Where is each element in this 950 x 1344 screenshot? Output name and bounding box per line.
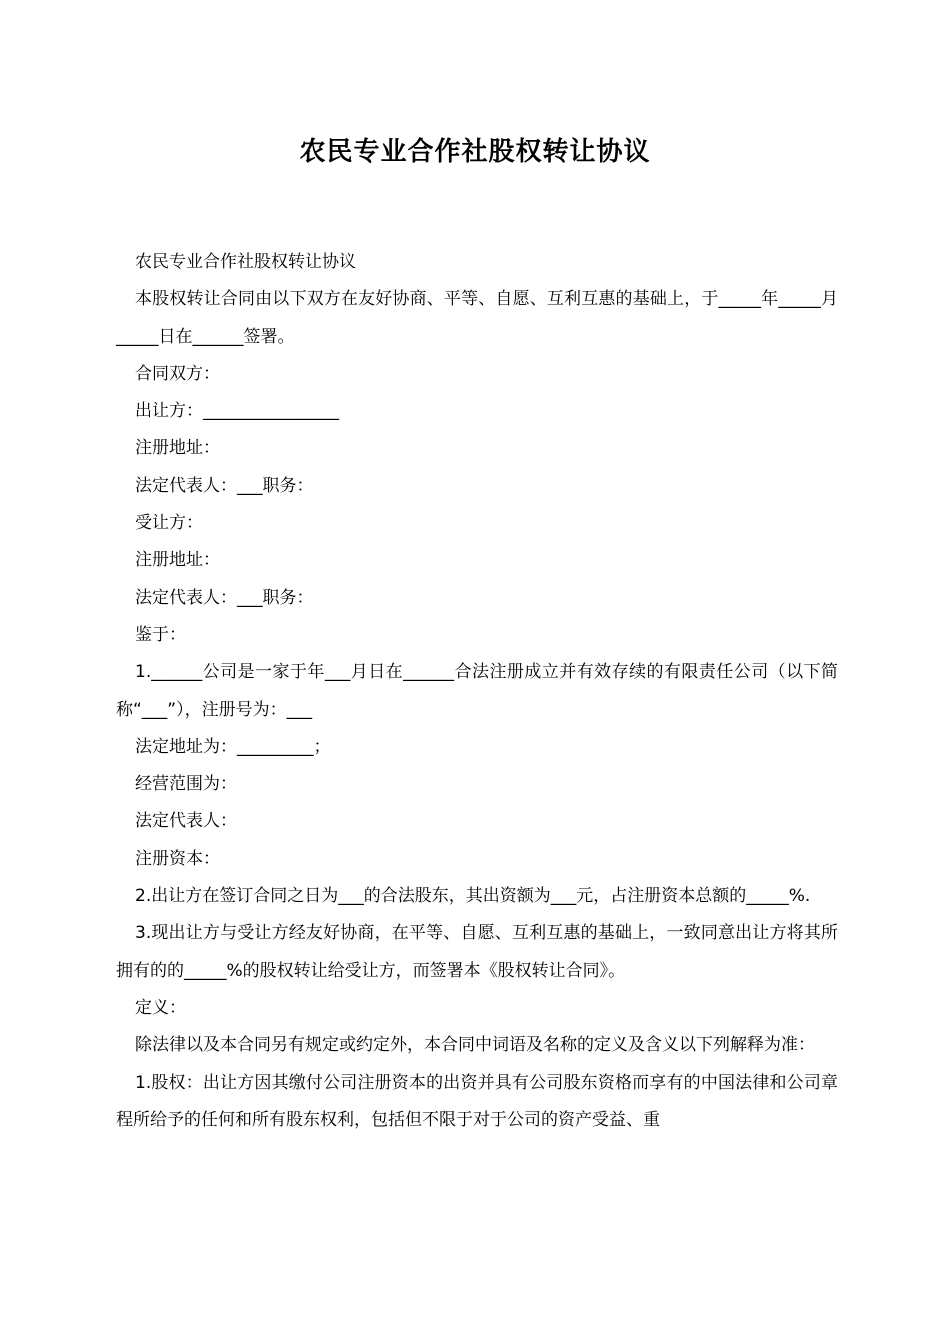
document-body xyxy=(116,244,838,1139)
paragraph-whereas-3: 3.现出让方与受让方经友好协商，在平等、自愿、互利互惠的基础上，一致同意出让方将其所拥有的的_____%的股权转让给受让方，而签署本《股权转让合同》。 xyxy=(116,923,838,981)
paragraph-transferee-address: 注册地址： xyxy=(135,550,220,571)
paragraph-definition-equity: 1.股权：出让方因其缴付公司注册资本的出资并具有公司股东资格而享有的中国法律和公司章程所给予的任何和所有股东权利，包括但不限于对于公司的资产受益、重 xyxy=(116,1072,838,1130)
paragraph-whereas-heading: 鉴于： xyxy=(135,624,186,645)
paragraph-registered-capital: 注册资本： xyxy=(135,848,220,869)
paragraph-subtitle: 农民专业合作社股权转让协议 xyxy=(135,252,356,272)
paragraph-intro: 本股权转让合同由以下双方在友好协商、平等、自愿、互利互惠的基础上，于_____年_____月_____日在______签署。 xyxy=(116,289,838,347)
paragraph-whereas-1: 1.______公司是一家于年___月日在______合法注册成立并有效存续的有限责任公司（以下简称“___”），注册号为：___ xyxy=(116,662,838,720)
paragraph-parties-heading: 合同双方： xyxy=(135,363,220,384)
paragraph-legal-address: 法定地址为：_________； xyxy=(135,736,331,757)
paragraph-definitions-heading: 定义： xyxy=(135,997,186,1018)
paragraph-legal-representative: 法定代表人： xyxy=(135,811,237,832)
paragraph-transferee-representative: 法定代表人：___职务： xyxy=(135,587,314,608)
paragraph-whereas-2: 2.出让方在签订合同之日为___的合法股东，其出资额为___元，占注册资本总额的_____%. xyxy=(135,886,811,907)
paragraph-transferor: 出让方：________________ xyxy=(135,401,339,422)
paragraph-transferor-representative: 法定代表人：___职务： xyxy=(135,475,314,496)
document-title: 农民专业合作社股权转让协议 xyxy=(299,137,651,167)
paragraph-transferee: 受让方： xyxy=(135,513,203,534)
paragraph-business-scope: 经营范围为： xyxy=(135,774,237,795)
paragraph-definitions-intro: 除法律以及本合同另有规定或约定外，本合同中词语及名称的定义及含义以下列解释为准： xyxy=(135,1035,815,1056)
paragraph-transferor-address: 注册地址： xyxy=(135,438,220,459)
